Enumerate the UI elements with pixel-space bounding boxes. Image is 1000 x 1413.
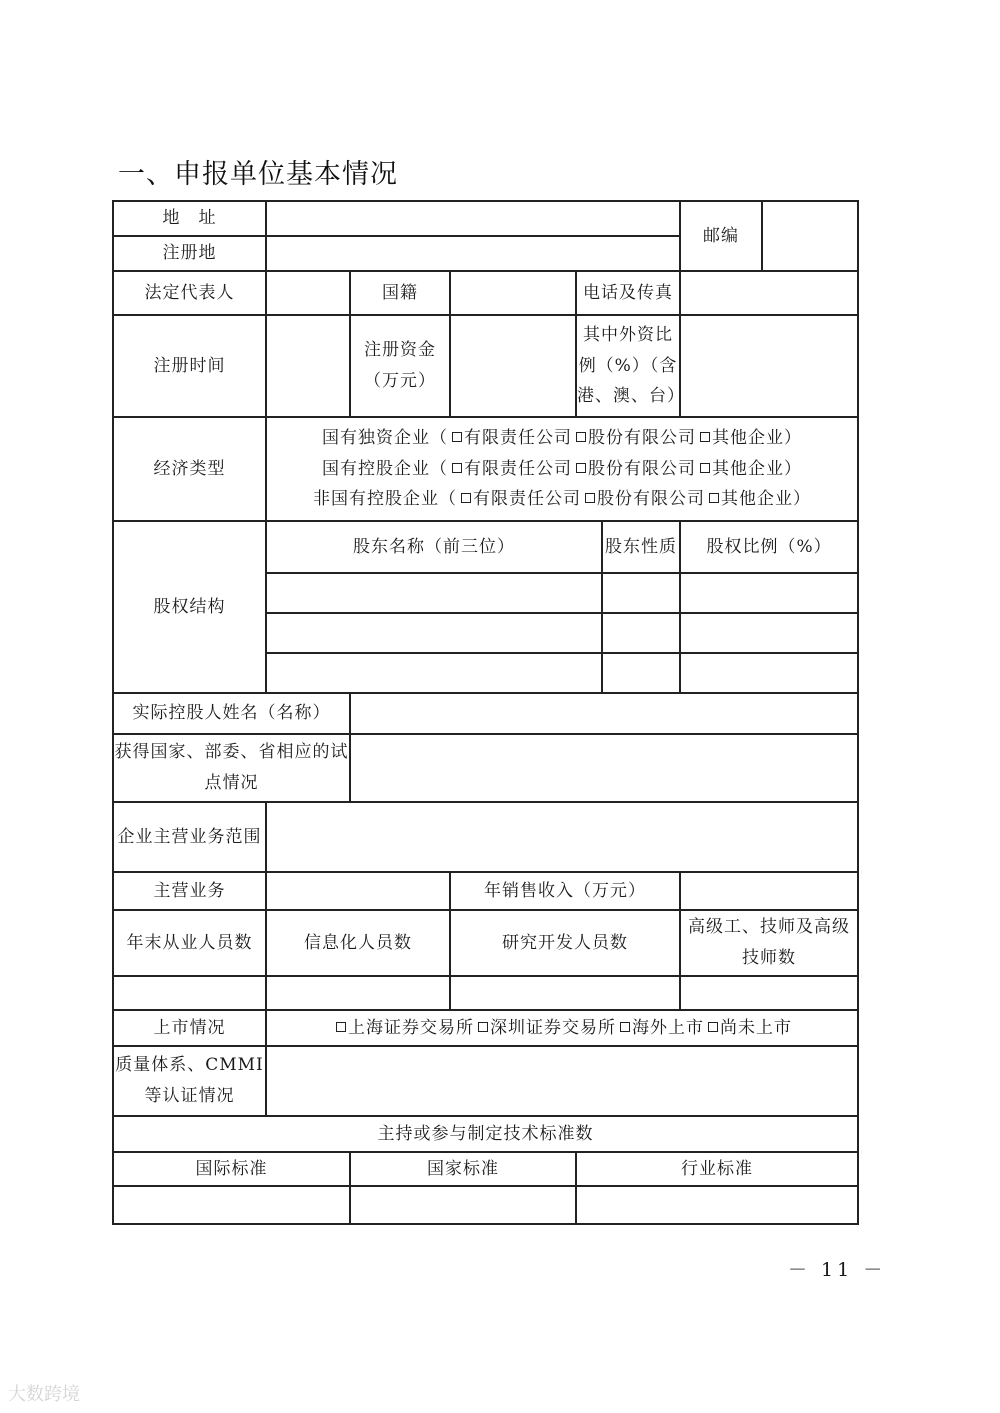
econ-row — [267, 423, 857, 454]
checkbox[interactable] — [576, 432, 586, 442]
option-label: 其他企业 — [721, 489, 794, 510]
option-label: 其他企业 — [712, 458, 785, 479]
staff-label: 年末从业人员数 — [113, 910, 266, 976]
option-label: 有限责任公司 — [464, 428, 573, 449]
shareholder-name-input[interactable] — [266, 573, 602, 613]
option-label: 股份有限公司 — [588, 458, 697, 479]
foreign-ratio-label: 其中外资比例（%）（含港、澳、台） — [576, 315, 680, 417]
econ-type-label: 经济类型 — [113, 417, 266, 521]
cert-label: 质量体系、CMMI等认证情况 — [113, 1046, 266, 1116]
reg-time-label: 注册时间 — [113, 315, 266, 417]
address-input[interactable] — [266, 201, 680, 236]
reg-capital-input[interactable] — [450, 315, 576, 417]
reg-place-label: 注册地 — [113, 236, 266, 271]
annual-sales-label: 年销售收入（万元） — [450, 872, 680, 910]
staff-input[interactable] — [113, 976, 266, 1010]
checkbox[interactable] — [452, 432, 462, 442]
postcode-input[interactable] — [763, 202, 857, 270]
shareholder-nature-input[interactable] — [602, 653, 680, 693]
industry-standard-input[interactable] — [576, 1186, 858, 1224]
it-staff-label: 信息化人员数 — [266, 910, 450, 976]
biz-scope-input[interactable] — [266, 802, 858, 872]
watermark: 大数跨境 — [8, 1384, 80, 1405]
application-form — [112, 200, 859, 1225]
econ-row-prefix: 非国有控股企业（ — [313, 489, 458, 510]
econ-row-suffix: ） — [793, 489, 812, 510]
checkbox[interactable] — [708, 1022, 718, 1032]
checkbox[interactable] — [700, 463, 710, 473]
phone-fax-label: 电话及传真 — [576, 271, 680, 315]
rd-staff-label: 研究开发人员数 — [450, 910, 680, 976]
share-ratio-input[interactable] — [680, 573, 858, 613]
econ-type-options — [266, 417, 858, 521]
checkbox[interactable] — [709, 493, 719, 503]
phone-fax-input[interactable] — [680, 271, 858, 315]
equity-label: 股权结构 — [113, 521, 266, 693]
legal-rep-label: 法定代表人 — [113, 271, 266, 315]
option-label: 其他企业 — [712, 428, 785, 449]
annual-sales-input[interactable] — [680, 872, 858, 910]
share-ratio-input[interactable] — [680, 613, 858, 653]
controller-label: 实际控股人姓名（名称） — [113, 693, 350, 734]
nationality-input[interactable] — [450, 271, 576, 315]
option-label: 股份有限公司 — [588, 428, 697, 449]
foreign-ratio-input[interactable] — [680, 315, 858, 417]
biz-scope-label: 企业主营业务范围 — [113, 802, 266, 872]
option-label: 有限责任公司 — [464, 458, 573, 479]
checkbox[interactable] — [478, 1022, 488, 1032]
national-standard-input[interactable] — [350, 1186, 576, 1224]
checkbox[interactable] — [452, 463, 462, 473]
pilot-input[interactable] — [350, 734, 858, 802]
reg-capital-label: 注册资金（万元） — [350, 315, 450, 417]
shareholder-name-header: 股东名称（前三位） — [266, 521, 602, 573]
it-staff-input[interactable] — [266, 976, 450, 1010]
shareholder-name-input[interactable] — [266, 613, 602, 653]
listing-options — [266, 1010, 858, 1046]
option-label: 上海证券交易所 — [348, 1017, 475, 1038]
cert-input[interactable] — [266, 1046, 858, 1116]
econ-row — [267, 454, 857, 485]
option-label: 海外上市 — [632, 1017, 705, 1038]
address-label: 地 址 — [113, 201, 266, 236]
shareholder-name-input[interactable] — [266, 653, 602, 693]
checkbox[interactable] — [576, 463, 586, 473]
legal-rep-input[interactable] — [266, 271, 350, 315]
econ-row-suffix: ） — [784, 428, 803, 449]
share-ratio-header: 股权比例（%） — [680, 521, 858, 573]
option-label: 深圳证券交易所 — [490, 1017, 617, 1038]
pilot-label: 获得国家、部委、省相应的试点情况 — [113, 734, 350, 802]
intl-standard-input[interactable] — [113, 1186, 350, 1224]
econ-row-suffix: ） — [784, 458, 803, 479]
nationality-label: 国籍 — [350, 271, 450, 315]
shareholder-nature-input[interactable] — [602, 573, 680, 613]
main-biz-label: 主营业务 — [113, 872, 266, 910]
checkbox[interactable] — [336, 1022, 346, 1032]
econ-row-prefix: 国有控股企业（ — [322, 458, 449, 479]
reg-place-input[interactable] — [266, 236, 680, 271]
industry-standard-label: 行业标准 — [576, 1152, 858, 1186]
listing-label: 上市情况 — [113, 1010, 266, 1046]
national-standard-label: 国家标准 — [350, 1152, 576, 1186]
main-biz-input[interactable] — [266, 872, 450, 910]
shareholder-nature-header: 股东性质 — [602, 521, 680, 573]
standards-label: 主持或参与制定技术标准数 — [113, 1116, 858, 1152]
share-ratio-input[interactable] — [680, 653, 858, 693]
rd-staff-input[interactable] — [450, 976, 680, 1010]
page-number: － 11 － — [788, 1259, 887, 1281]
checkbox[interactable] — [700, 432, 710, 442]
checkbox[interactable] — [585, 493, 595, 503]
reg-time-input[interactable] — [266, 315, 350, 417]
controller-input[interactable] — [350, 693, 858, 734]
option-label: 有限责任公司 — [473, 489, 582, 510]
senior-tech-label: 高级工、技师及高级技师数 — [680, 910, 858, 976]
section-title: 一、申报单位基本情况 — [118, 159, 398, 190]
shareholder-nature-input[interactable] — [602, 613, 680, 653]
checkbox[interactable] — [461, 493, 471, 503]
econ-row — [267, 484, 857, 515]
senior-tech-input[interactable] — [680, 976, 858, 1010]
postcode-label: 邮编 — [681, 202, 763, 270]
econ-row-prefix: 国有独资企业（ — [322, 428, 449, 449]
checkbox[interactable] — [620, 1022, 630, 1032]
option-label: 股份有限公司 — [597, 489, 706, 510]
option-label: 尚未上市 — [720, 1017, 793, 1038]
intl-standard-label: 国际标准 — [113, 1152, 350, 1186]
